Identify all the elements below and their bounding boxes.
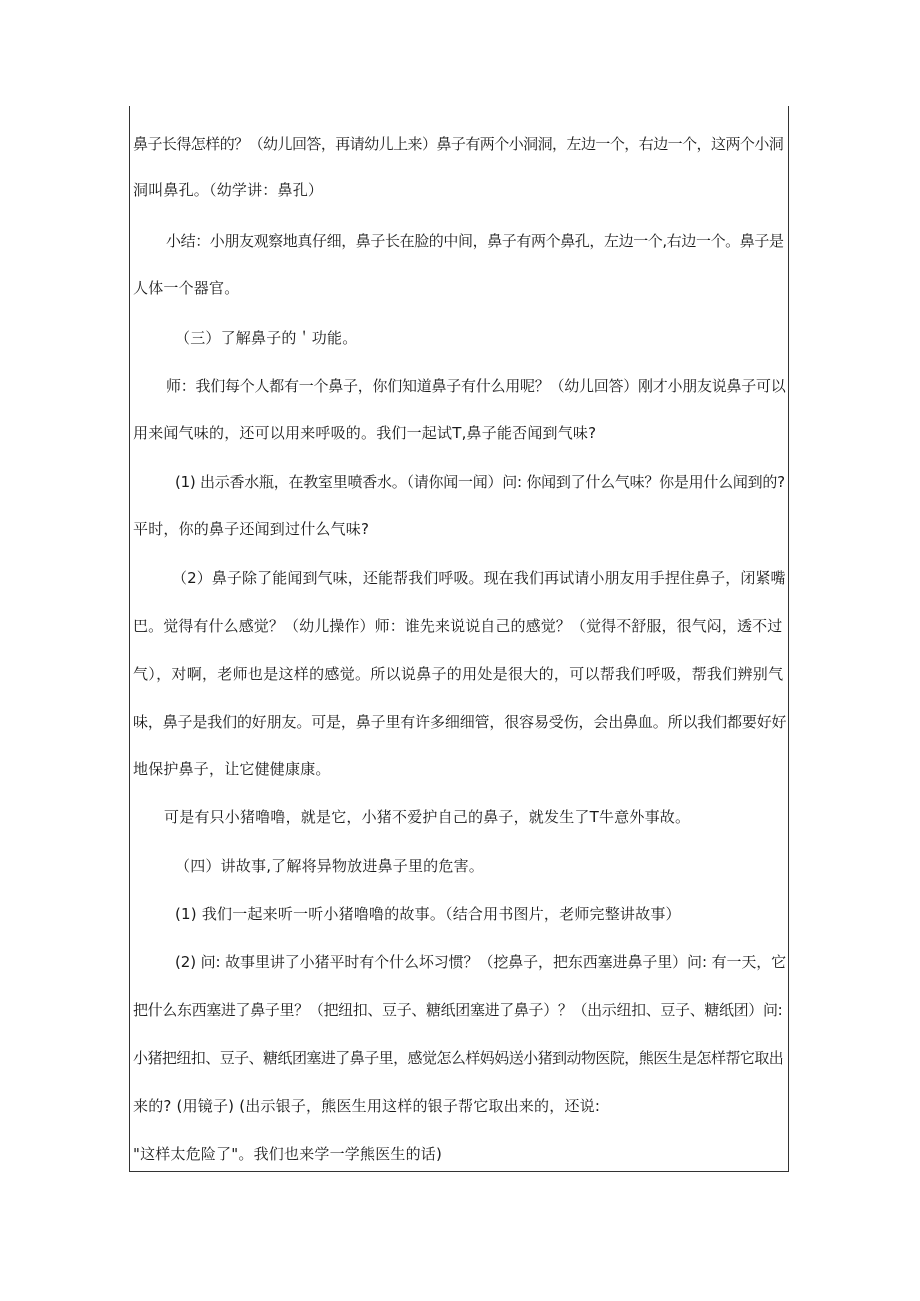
paragraph-line: 鼻子长得怎样的？（幼儿回答，再请幼儿上来）鼻子有两个小洞洞，左边一个，右边一个，这两个小洞 xyxy=(133,135,784,153)
paragraph-line: (1) 我们一起来听一听小猪噜噜的故事。（结合用书图片，老师完整讲故事） xyxy=(175,905,681,923)
paragraph-line: 洞叫鼻孔。（幼学讲：鼻孔） xyxy=(133,181,324,199)
paragraph-line: 可是有只小猪噜噜，就是它，小猪不爱护自己的鼻子，就发生了T牛意外事故。 xyxy=(164,808,691,826)
paragraph-line: (1) 出示香水瓶，在教室里喷香水。（请你闻一闻）问: 你闻到了什么气味？你是用什么闻到的? xyxy=(175,473,785,491)
paragraph-line: 小结：小朋友观察地真仔细，鼻子长在脸的中间，鼻子有两个鼻孔，左边一个,右边一个。鼻子是 xyxy=(166,232,784,250)
section-heading: （四）讲故事,了解将异物放进鼻子里的危害。 xyxy=(175,857,484,875)
paragraph-line: 人体一个器官。 xyxy=(133,279,240,297)
paragraph-line: （2）鼻子除了能闻到气味，还能帮我们呼吸。现在我们再试请小朋友用手捏住鼻子，闭紧嘴 xyxy=(172,569,786,587)
paragraph-line: 小猪把纽扣、豆子、糖纸团塞进了鼻子里，感觉怎么样妈妈送小猪到动物医院，熊医生是怎样帮它取出 xyxy=(133,1049,784,1067)
paragraph-line: 味，鼻子是我们的好朋友。可是，鼻子里有许多细细管，很容易受伤，会出鼻血。所以我们都要好好 xyxy=(133,713,787,731)
paragraph-line: 地保护鼻子，让它健健康康。 xyxy=(133,760,331,778)
paragraph-line: 用来闻气味的，还可以用来呼吸的。我们一起试T,鼻子能否闻到气味? xyxy=(133,424,597,442)
paragraph-line: 气），对啊，老师也是这样的感觉。所以说鼻子的用处是很大的，可以帮我们呼吸，帮我们辨别气 xyxy=(133,665,784,683)
paragraph-line: 平时，你的鼻子还闻到过什么气味? xyxy=(133,520,370,538)
paragraph-line: 把什么东西塞进了鼻子里？（把纽扣、豆子、糖纸团塞进了鼻子）？（出示纽扣、豆子、糖纸团）问: xyxy=(133,1001,783,1019)
paragraph-line: (2) 问: 故事里讲了小猪平时有个什么坏习惯？（挖鼻子，把东西塞进鼻子里）问: 有一天，它 xyxy=(175,953,787,971)
paragraph-line: 巴。觉得有什么感觉？（幼儿操作）师：谁先来说说自己的感觉？（觉得不舒服，很气闷，透不过 xyxy=(133,617,783,635)
paragraph-line: "这样太危险了"。我们也来学一学熊医生的话) xyxy=(133,1145,443,1163)
paragraph-line: 师：我们每个人都有一个鼻子，你们知道鼻子有什么用呢？（幼儿回答）刚才小朋友说鼻子可以 xyxy=(166,377,786,395)
paragraph-line: 来的? (用镜子) (出示银子，熊医生用这样的银子帮它取出来的，还说: xyxy=(133,1097,601,1115)
section-heading: （三）了解鼻子的＇功能。 xyxy=(175,329,358,347)
